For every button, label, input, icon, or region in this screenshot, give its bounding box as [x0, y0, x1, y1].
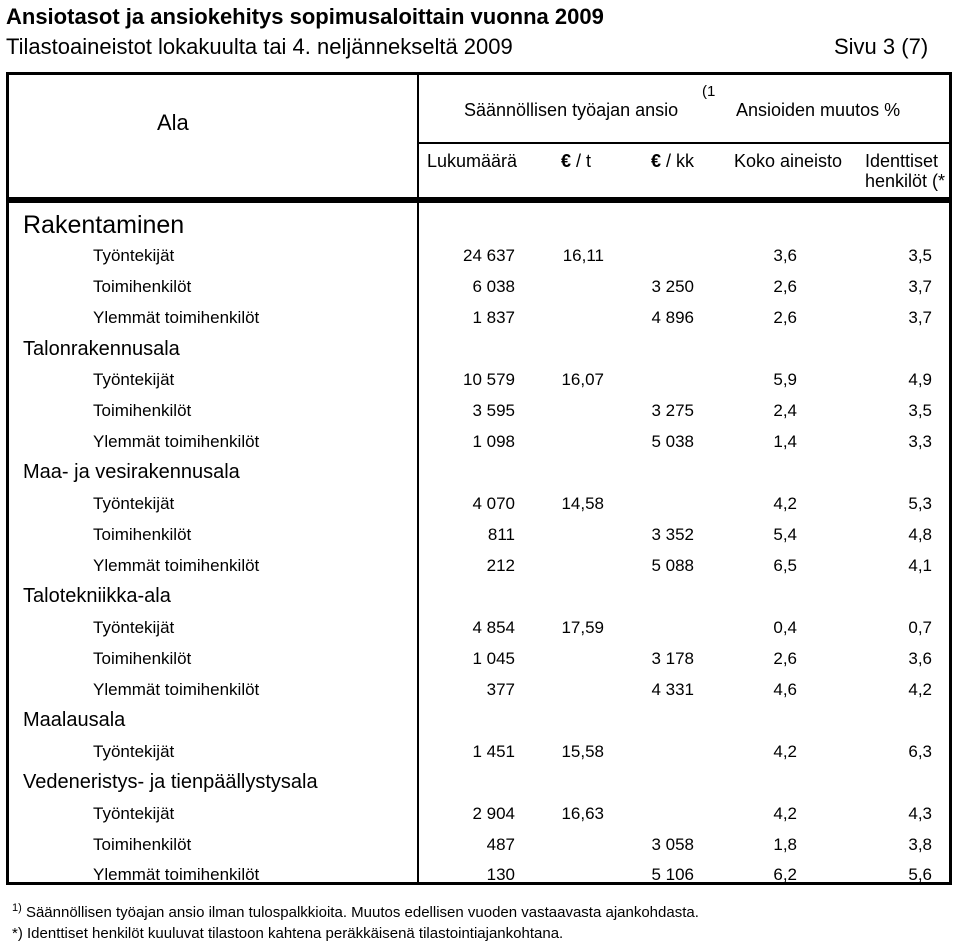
row-label: Työntekijät	[93, 246, 175, 265]
cell-lukumaara: 1 045	[472, 649, 515, 668]
row-label: Toimihenkilöt	[93, 525, 192, 544]
row-label: Ylemmät toimihenkilöt	[93, 556, 260, 575]
cell-ident: 4,1	[908, 556, 932, 575]
report-title: Ansiotasot ja ansiokehitys sopimusaloittain vuonna 2009	[6, 4, 604, 29]
report-subtitle: Tilastoaineistot lokakuulta tai 4. neljännekseltä 2009	[6, 34, 513, 59]
cell-lukumaara: 487	[486, 835, 515, 854]
table-row	[9, 643, 949, 674]
table-row	[9, 240, 949, 271]
section-title: Talotekniikka-ala	[23, 585, 171, 607]
cell-ident: 3,5	[908, 246, 932, 265]
section-title: Maa- ja vesirakennusala	[23, 461, 240, 483]
header-divider	[417, 75, 419, 197]
footnote-1	[12, 898, 699, 923]
footnote-text: Identtiset henkilöt kuuluvat tilastoon kahtena peräkkäisenä tilastointiajankohtana.	[27, 925, 564, 942]
cell-lukumaara: 1 098	[472, 432, 515, 451]
cell-per-month: 5 106	[651, 865, 694, 884]
row-label: Työntekijät	[93, 742, 175, 761]
cell-per-month: 3 352	[651, 525, 694, 544]
cell-per-month: 4 331	[651, 680, 694, 699]
cell-koko: 4,2	[773, 804, 797, 823]
cell-lukumaara: 1 451	[472, 742, 515, 761]
row-label: Työntekijät	[93, 618, 175, 637]
header-per-hour: € / t	[561, 151, 592, 171]
cell-koko: 5,4	[773, 525, 797, 544]
cell-koko: 5,9	[773, 370, 797, 389]
row-label: Toimihenkilöt	[93, 649, 192, 668]
footnote-mark: *)	[12, 925, 23, 942]
cell-koko: 2,6	[773, 308, 797, 327]
header-ident-1: Identtiset	[865, 151, 939, 171]
cell-per-hour: 16,07	[561, 370, 604, 389]
cell-ident: 4,9	[908, 370, 932, 389]
table-row	[9, 488, 949, 519]
header-ident-2: henkilöt (*	[865, 171, 946, 191]
table-row	[9, 829, 949, 860]
cell-lukumaara: 212	[486, 556, 515, 575]
footnote-text: Säännöllisen työajan ansio ilman tulospalkkioita. Muutos edellisen vuoden vastaavasta ajankohdasta.	[25, 904, 699, 921]
euro-symbol: €	[651, 151, 662, 171]
cell-lukumaara: 4 070	[472, 494, 515, 513]
cell-ident: 5,3	[908, 494, 932, 513]
page-number: Sivu 3 (7)	[834, 34, 929, 59]
section-title: Talonrakennusala	[23, 338, 180, 360]
cell-koko: 3,6	[773, 246, 797, 265]
cell-lukumaara: 1 837	[472, 308, 515, 327]
table-row	[9, 550, 949, 581]
cell-per-month: 4 896	[651, 308, 694, 327]
cell-lukumaara: 6 038	[472, 277, 515, 296]
row-label: Työntekijät	[93, 370, 175, 389]
cell-koko: 1,4	[773, 432, 797, 451]
cell-lukumaara: 24 637	[463, 246, 515, 265]
cell-lukumaara: 10 579	[463, 370, 515, 389]
table-row	[9, 271, 949, 302]
data-table	[6, 200, 952, 885]
euro-symbol: €	[561, 151, 572, 171]
cell-koko: 0,4	[773, 618, 797, 637]
cell-ident: 3,8	[908, 835, 932, 854]
cell-per-hour: 17,59	[561, 618, 604, 637]
header-ansio: Säännöllisen työajan ansio	[464, 100, 679, 120]
table-row	[9, 674, 949, 705]
table-row	[9, 395, 949, 426]
cell-ident: 3,7	[908, 277, 932, 296]
row-label: Ylemmät toimihenkilöt	[93, 865, 260, 884]
cell-lukumaara: 3 595	[472, 401, 515, 420]
cell-ident: 3,3	[908, 432, 932, 451]
header-ansio-note: (1	[702, 83, 716, 100]
table-row	[9, 612, 949, 643]
cell-lukumaara: 4 854	[472, 618, 515, 637]
row-label: Toimihenkilöt	[93, 401, 192, 420]
cell-ident: 3,5	[908, 401, 932, 420]
cell-lukumaara: 2 904	[472, 804, 515, 823]
header-per-month: € / kk	[651, 151, 695, 171]
header-lukumaara: Lukumäärä	[427, 151, 518, 171]
cell-per-hour: 16,11	[562, 246, 604, 265]
cell-per-hour: 16,63	[561, 804, 604, 823]
header-muutos: Ansioiden muutos %	[736, 100, 901, 120]
footnote-mark: 1)	[12, 902, 22, 914]
row-label: Toimihenkilöt	[93, 835, 192, 854]
table-row	[9, 798, 949, 829]
table-row	[9, 426, 949, 457]
row-label: Työntekijät	[93, 494, 175, 513]
table-row	[9, 736, 949, 767]
cell-ident: 0,7	[908, 618, 932, 637]
cell-koko: 6,5	[773, 556, 797, 575]
cell-ident: 4,8	[908, 525, 932, 544]
cell-ident: 4,2	[908, 680, 932, 699]
cell-lukumaara: 377	[486, 680, 515, 699]
cell-per-month: 5 038	[651, 432, 694, 451]
cell-ident: 3,6	[908, 649, 932, 668]
table-row	[9, 364, 949, 395]
row-label: Ylemmät toimihenkilöt	[93, 432, 260, 451]
cell-koko: 4,6	[773, 680, 797, 699]
cell-koko: 2,6	[773, 277, 797, 296]
cell-per-month: 3 058	[651, 835, 694, 854]
cell-ident: 5,6	[908, 865, 932, 884]
table-row	[9, 302, 949, 333]
cell-per-month: 3 178	[651, 649, 694, 668]
cell-ident: 3,7	[908, 308, 932, 327]
row-label: Ylemmät toimihenkilöt	[93, 308, 260, 327]
table-row	[9, 859, 949, 890]
cell-koko: 4,2	[773, 742, 797, 761]
cell-per-month: 5 088	[651, 556, 694, 575]
row-label: Ylemmät toimihenkilöt	[93, 680, 260, 699]
row-label: Työntekijät	[93, 804, 175, 823]
cell-per-hour: 14,58	[561, 494, 604, 513]
cell-koko: 4,2	[773, 494, 797, 513]
cell-per-hour: 15,58	[561, 742, 604, 761]
header-ala: Ala	[157, 110, 189, 135]
table-header	[6, 72, 952, 200]
cell-koko: 1,8	[773, 835, 797, 854]
cell-ident: 6,3	[908, 742, 932, 761]
cell-ident: 4,3	[908, 804, 932, 823]
section-title: Vedeneristys- ja tienpäällystysala	[23, 771, 318, 793]
footnote-2	[12, 924, 563, 944]
section-title: Rakentaminen	[23, 211, 185, 239]
cell-lukumaara: 130	[486, 865, 515, 884]
cell-lukumaara: 811	[487, 525, 515, 544]
table-row	[9, 519, 949, 550]
row-label: Toimihenkilöt	[93, 277, 192, 296]
cell-per-month: 3 275	[651, 401, 694, 420]
cell-per-month: 3 250	[651, 277, 694, 296]
section-title: Maalausala	[23, 709, 126, 731]
cell-koko: 2,4	[773, 401, 797, 420]
header-koko: Koko aineisto	[734, 151, 843, 171]
cell-koko: 6,2	[773, 865, 797, 884]
header-rule	[419, 142, 949, 144]
cell-koko: 2,6	[773, 649, 797, 668]
